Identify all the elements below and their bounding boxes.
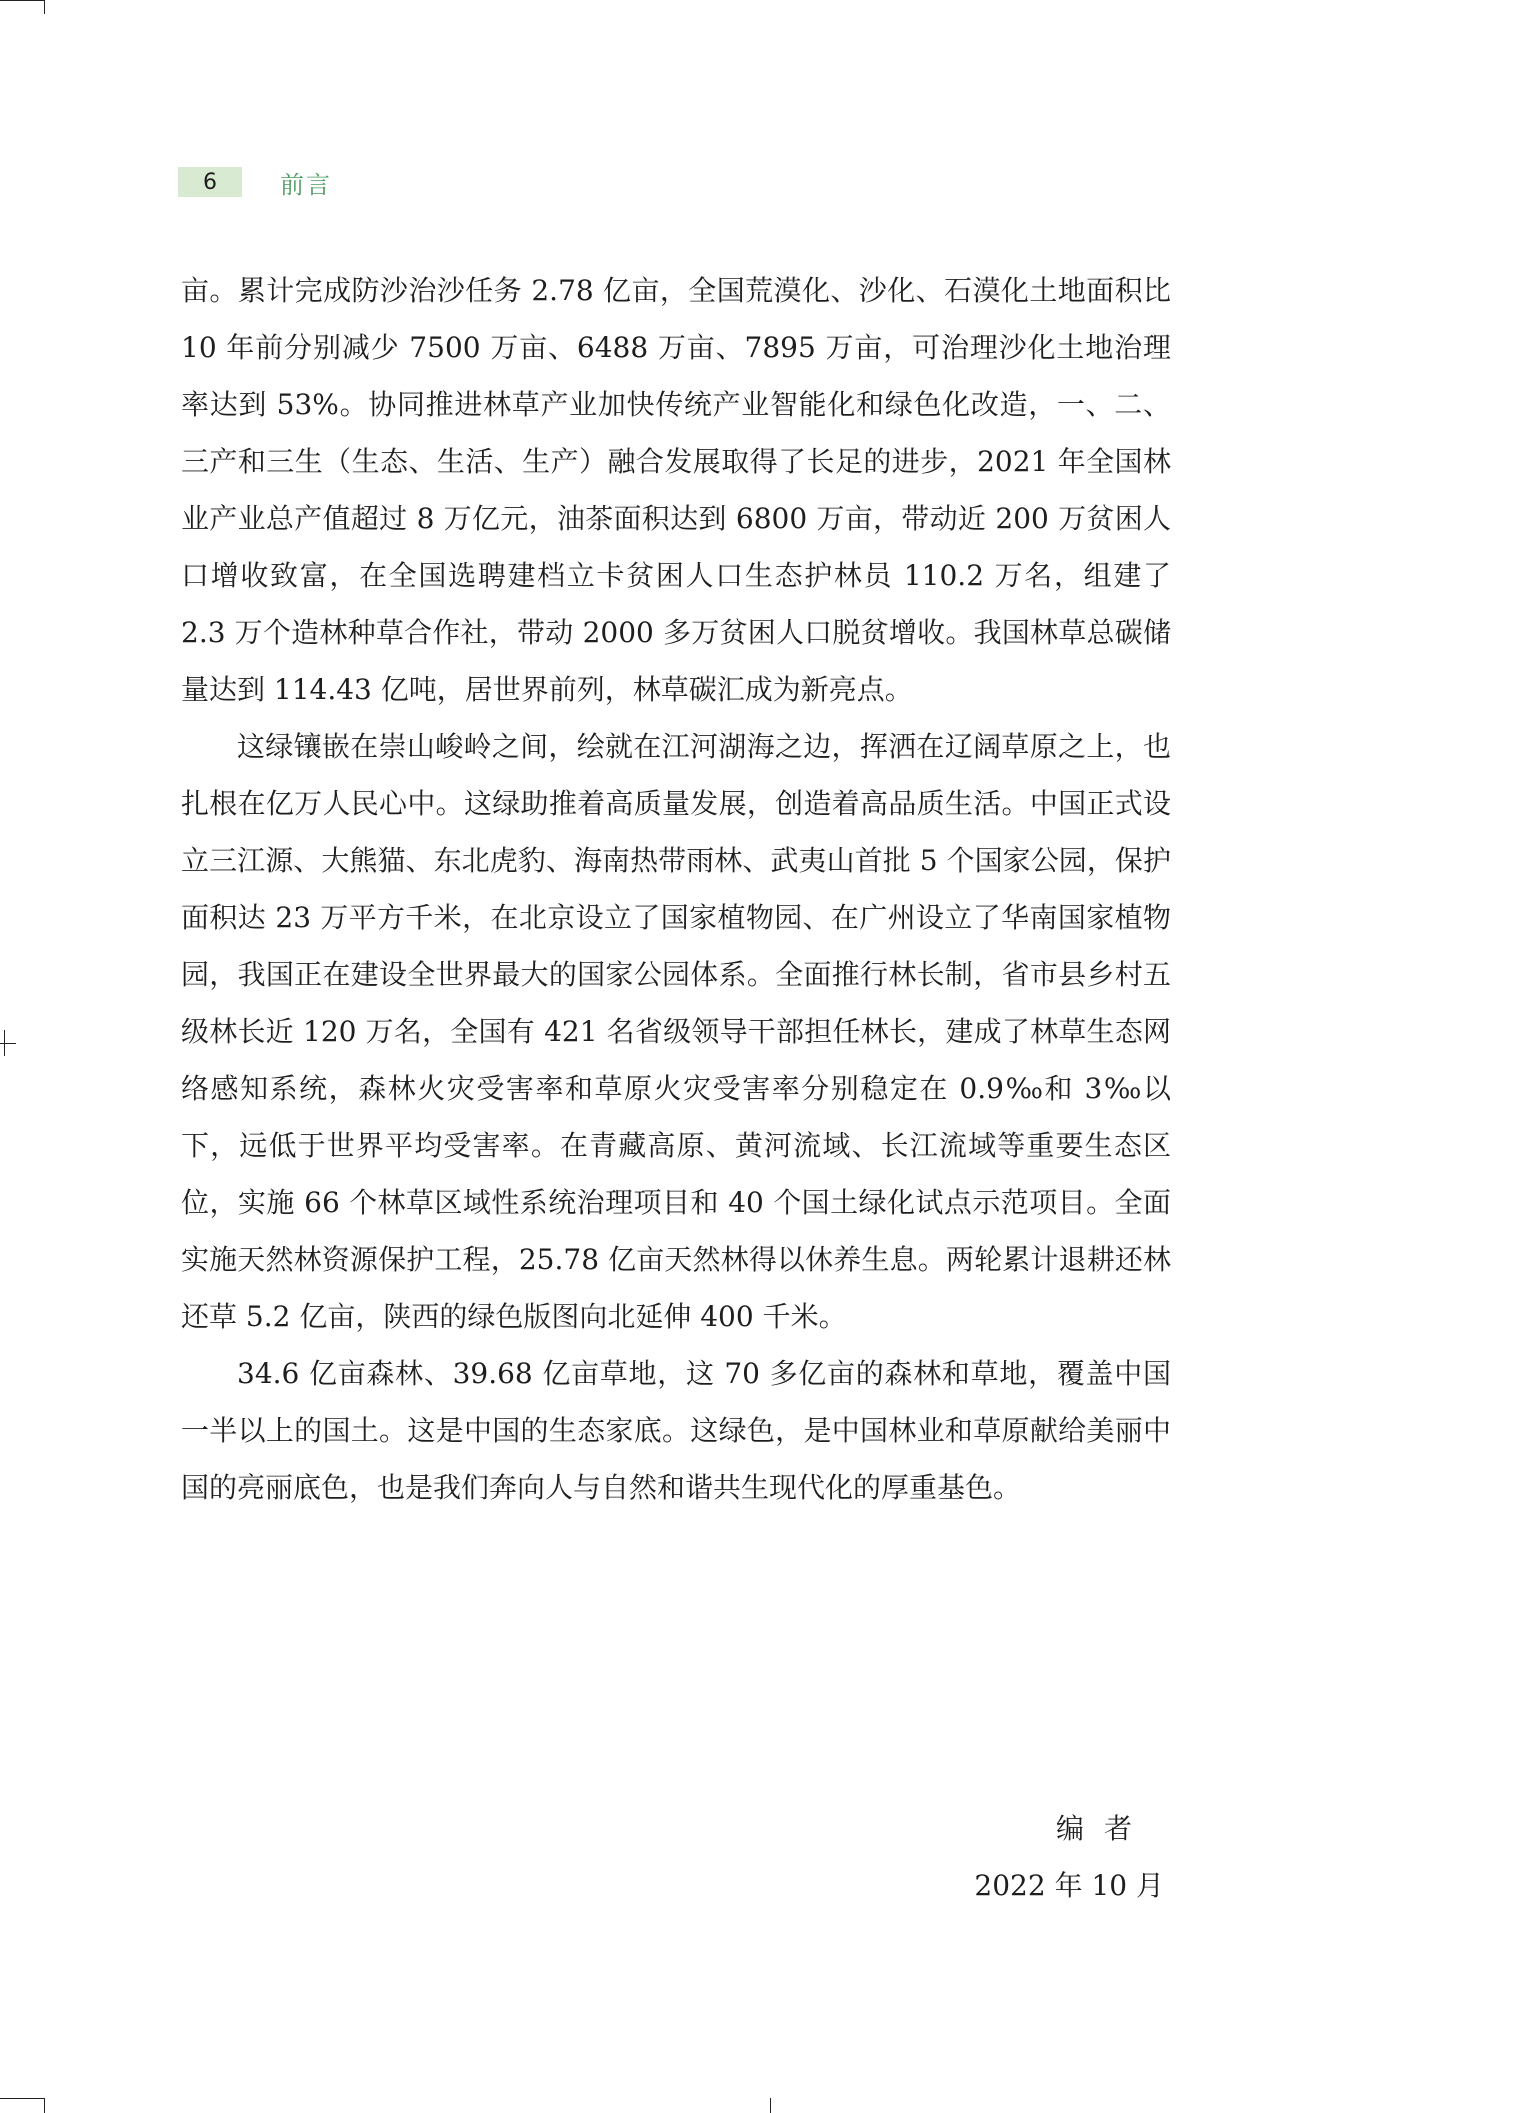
crop-mark — [4, 1030, 5, 1056]
page-header — [178, 166, 332, 198]
body-text — [181, 262, 1171, 1516]
section-title: 前言 — [280, 170, 332, 199]
signature-block — [974, 1800, 1164, 1914]
crop-mark — [0, 1043, 16, 1044]
crop-mark — [770, 2098, 771, 2113]
page-number: 6 — [178, 167, 242, 197]
signature-author: 编者 — [1055, 1812, 1152, 1845]
paragraph: 亩。累计完成防沙治沙任务 2.78 亿亩，全国荒漠化、沙化、石漠化土地面积比 10 年前分别减少 7500 万亩、6488 万亩、7895 万亩，可治理沙化土地治理率达到 53%。协同推进林草产业加快传统产业智能化和绿色化改造，一、二、三产和三生（生态、生活、生产）融合发展取得了长足的进步，2021 年全国林业产业总产值超过 8 万亿元，油茶面积达到 6800 万亩，带动近 200 万贫困人口增收致富，在全国选聘建档立卡贫困人口生态护林员 110.2 万名，组建了 2.3 万个造林种草合作社，带动 2000 多万贫困人口脱贫增收。我国林草总碳储量达到 114.43 亿吨，居世界前列，林草碳汇成为新亮点。 — [181, 274, 1171, 706]
crop-mark — [44, 2098, 45, 2113]
crop-mark — [44, 0, 45, 14]
paragraph: 这绿镶嵌在崇山峻岭之间，绘就在江河湖海之边，挥洒在辽阔草原之上，也扎根在亿万人民心中。这绿助推着高质量发展，创造着高品质生活。中国正式设立三江源、大熊猫、东北虎豹、海南热带雨林、武夷山首批 5 个国家公园，保护面积达 23 万平方千米，在北京设立了国家植物园、在广州设立了华南国家植物园，我国正在建设全世界最大的国家公园体系。全面推行林长制，省市县乡村五级林长近 120 万名，全国有 421 名省级领导干部担任林长，建成了林草生态网络感知系统，森林火灾受害率和草原火灾受害率分别稳定在 0.9‰和 3‰以下，远低于世界平均受害率。在青藏高原、黄河流域、长江流域等重要生态区位，实施 66 个林草区域性系统治理项目和 40 个国土绿化试点示范项目。全面实施天然林资源保护工程，25.78 亿亩天然林得以休养生息。两轮累计退耕还林还草 5.2 亿亩，陕西的绿色版图向北延伸 400 千米。 — [181, 730, 1171, 1333]
paragraph: 34.6 亿亩森林、39.68 亿亩草地，这 70 多亿亩的森林和草地，覆盖中国一半以上的国土。这是中国的生态家底。这绿色，是中国林业和草原献给美丽中国的亮丽底色，也是我们奔向人与自然和谐共生现代化的厚重基色。 — [181, 1357, 1171, 1504]
crop-mark — [0, 2098, 44, 2099]
crop-mark — [0, 0, 44, 1]
signature-date: 2022 年 10 月 — [974, 1869, 1164, 1902]
